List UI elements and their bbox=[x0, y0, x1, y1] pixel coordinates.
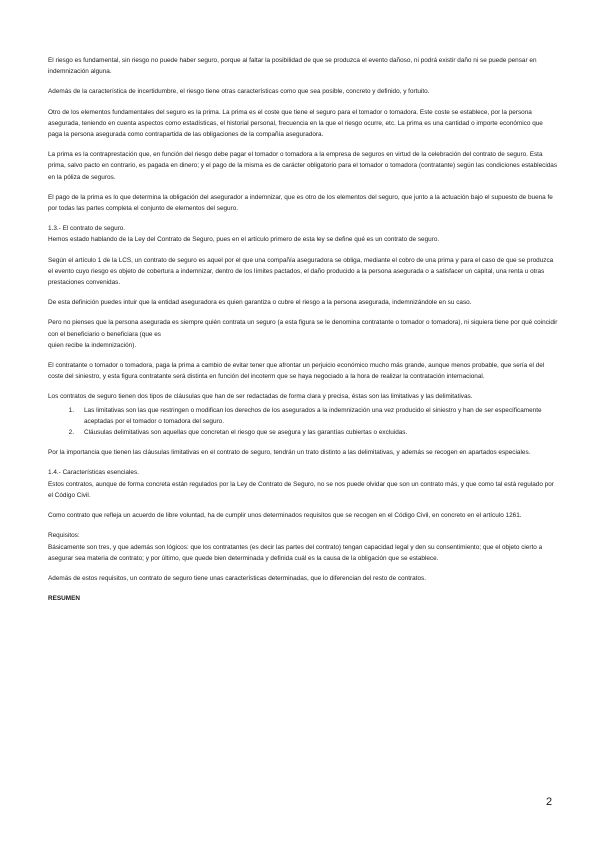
requisitos-label: Requisitos: bbox=[48, 532, 80, 540]
paragraph-definicion: De esta definición puedes intuir que la entidad aseguradora es quien garantiza o cubre el riesgo a la persona asegurada, indemnizándole en su caso. bbox=[48, 299, 472, 307]
paragraph-articulo-1: Según el artículo 1 de la LCS, un contrato de seguro es aquel por el que una compañía aseguradora se obliga, mediante el cobro de una prima y para el caso de que se produzca el evento cuyo riesgo es objeto de cobertura a indemnizar, dentro de los límites pactados, el daño producido a la persona asegurada o a satisfacer un capital, una renta u otras prestaciones convenidas. bbox=[48, 256, 554, 287]
paragraph-importancia: Por la importancia que tienen las cláusulas limitativas en el contrato de seguro, tendrán un trato distinto a las delimitativas, y además se recogen en apartados especiales. bbox=[48, 449, 531, 457]
paragraph-asegurada bbox=[48, 317, 558, 351]
list-item bbox=[48, 405, 558, 427]
section-intro: Estos contratos, aunque de forma concreta están regulados por la Ley de Contrato de Seguro, no se nos puede olvidar que son un contrato más, y que como tal está regulado por el Código Civil. bbox=[48, 480, 554, 499]
paragraph-codigo-civil: Como contrato que refleja un acuerdo de libre voluntad, ha de cumplir unos determinados requisitos que se recogen en el Código Civil, en concreto en el artículo 1261. bbox=[48, 512, 522, 520]
paragraph-caracteristicas-riesgo: Además de la característica de incertidumbre, el riesgo tiene otras características como que sea posible, concreto y definido, y fortuito. bbox=[48, 88, 430, 96]
list-item bbox=[48, 427, 558, 438]
paragraph-clausulas: Los contratos de seguro tienen dos tipos de cláusulas que han de ser redactadas de forma clara y precisa, éstas son las limitativas y las delimitativas. bbox=[48, 393, 473, 401]
requisitos-text: Básicamente son tres, y que además son lógicos: que los contratantes (es decir las partes del contrato) tengan capacidad legal y den su consentimiento; que el objeto cierto a asegurar sea materia de contrato; y por último, que quede bien determinada y definida cuál es la causa de la obligación que se establece. bbox=[48, 543, 543, 562]
paragraph-asegurada-line-b: quien recibe la indemnización). bbox=[48, 341, 137, 349]
paragraph-tomador: El contratante o tomador o tomadora, paga la prima a cambio de evitar tener que afrontar un perjuicio económico mucho más grande, aunque menos probable, que sería el del coste del siniestro, y esta figura contratante será distinta en función del incoterm que se haya negociado a la hora de realizar la contratación internacional. bbox=[48, 362, 545, 381]
section-heading: 1.4.- Características esenciales. bbox=[48, 469, 139, 477]
document-page bbox=[48, 55, 558, 613]
section-contrato-seguro bbox=[48, 223, 558, 245]
section-intro: Hemos estado hablando de la Ley del Contrato de Seguro, pues en el artículo primero de esta ley se define qué es un contrato de seguro. bbox=[48, 236, 440, 244]
list-item-number: 2. bbox=[68, 429, 74, 437]
list-item-text: Cláusulas delimitativas son aquellas que concretan el riesgo que se asegura y las garantías cubiertas o excluidas. bbox=[84, 429, 408, 437]
paragraph-contraprestacion: La prima es la contraprestación que, en función del riesgo debe pagar el tomador o tomadora a la empresa de seguros en virtud de la celebración del contrato de seguro. Esta prima, salvo pacto en contrario, es pagada en dinero; y el pago de la misma es de carácter obligatorio para el tomador o tomadora (contratante) según las condiciones establecidas en la póliza de seguros. bbox=[48, 151, 558, 181]
clausulas-list bbox=[48, 405, 558, 439]
paragraph-pago-prima: El pago de la prima es lo que determina la obligación del asegurador a indemnizar, que es otro de los elementos del seguro, que junto a la actuación bajo el supuesto de buena fe por todas las partes completa el conjunto de elementos del seguro. bbox=[48, 193, 553, 213]
requisitos-block bbox=[48, 530, 558, 564]
paragraph-caracteristicas-contrato: Además de estos requisitos, un contrato de seguro tiene unas características determinadas, que lo diferencian del resto de contratos. bbox=[48, 574, 426, 582]
section-heading: 1.3.- El contrato de seguro. bbox=[48, 225, 126, 233]
list-item-number: 1. bbox=[68, 406, 74, 414]
list-item-text: Las limitativas son las que restringen o modifican los derechos de los asegurados a la indemnización una vez producido el siniestro y han de ser específicamente aceptadas por el tomador o tomadora del seguro. bbox=[84, 406, 542, 425]
section-caracteristicas bbox=[48, 467, 558, 501]
page-number: 2 bbox=[546, 796, 553, 808]
paragraph-riesgo: El riesgo es fundamental, sin riesgo no puede haber seguro, porque al faltar la posibilidad de que se produzca el evento dañoso, ni podrá existir daño ni se puede pensar en indemnización alguna. bbox=[48, 57, 537, 76]
paragraph-asegurada-line-a: Pero no pienses que la persona asegurada es siempre quién contrata un seguro (a esta figura se le denomina contratante o tomador o tomadora), ni siquiera tiene por qué coincidir con el beneficiario o beneficiara (que es bbox=[48, 319, 558, 338]
paragraph-prima: Otro de los elementos fundamentales del seguro es la prima. La prima es el coste que tiene el seguro para el tomador o tomadora. Este coste se establece, por la persona asegurada, teniendo en cuenta aspectos como estadísticas, el historial personal, frecuencia en la que el riesgo ocurre, etc. La prima es una cantidad o importe económico que paga la persona asegurada como contrapartida de las obligaciones de la compañía aseguradora. bbox=[48, 108, 543, 139]
resumen-heading: RESUMEN bbox=[48, 595, 80, 603]
